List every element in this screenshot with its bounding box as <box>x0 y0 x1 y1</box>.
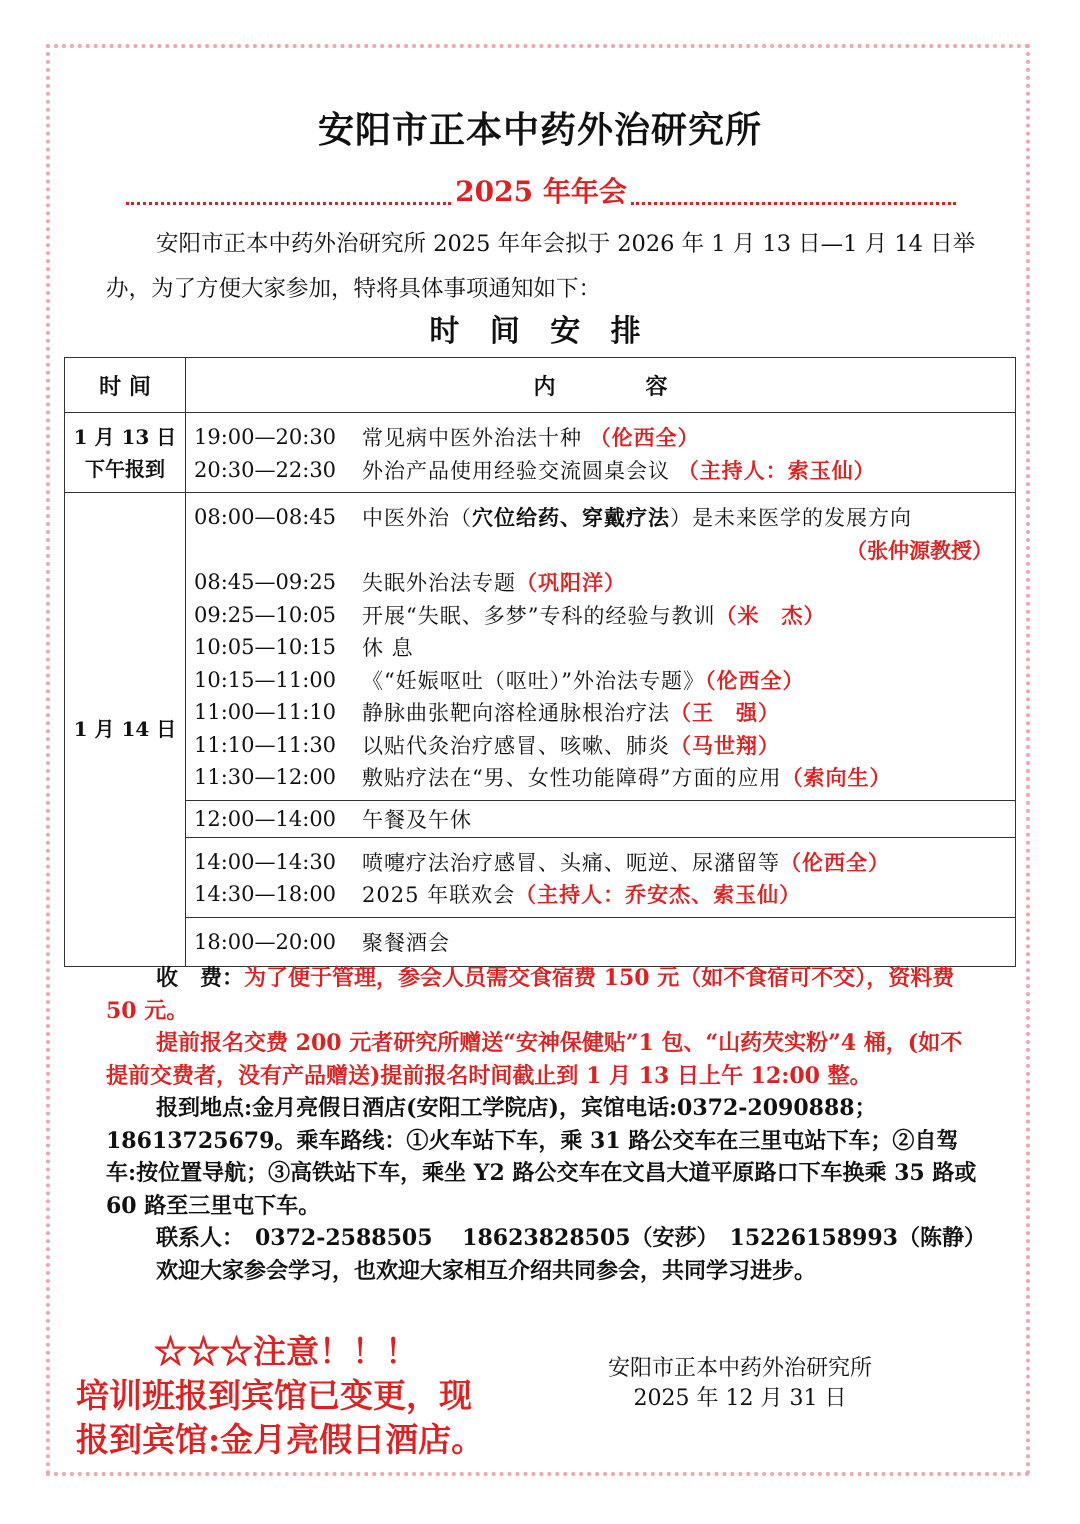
dotted-rule-right <box>631 176 956 205</box>
item-content <box>362 879 1015 909</box>
schedule-item <box>194 802 1015 835</box>
table-row-day1 <box>65 413 1016 493</box>
item-text: 《“妊娠呕吐（呕吐）”外治法专题》 <box>362 668 705 693</box>
item-time: 08:45—09:25 <box>194 570 337 595</box>
schedule-cell-day1 <box>186 413 1016 493</box>
item-time: 20:30—22:30 <box>194 457 337 482</box>
schedule-item <box>194 501 1015 534</box>
item-content <box>362 502 1015 532</box>
schedule-item <box>194 454 1015 487</box>
item-content <box>362 422 1015 452</box>
schedule-item <box>194 761 1015 794</box>
item-time: 11:10—11:30 <box>194 732 337 757</box>
item-time: 12:00—14:00 <box>194 806 337 831</box>
schedule-item <box>194 925 1015 958</box>
item-time: 11:30—12:00 <box>194 765 337 790</box>
schedule-cell-day2-morning <box>186 493 1016 801</box>
item-text: 失眠外治法专题 <box>362 571 516 596</box>
item-text: 中医外治（ <box>362 506 472 531</box>
item-time: 14:30—18:00 <box>194 882 337 907</box>
notes-section <box>106 962 986 1287</box>
item-time: 14:00—14:30 <box>194 849 337 874</box>
item-time: 11:00—11:10 <box>194 700 337 725</box>
item-speaker: （王 强） <box>670 700 780 726</box>
item-speaker: （主持人：索玉仙） <box>677 457 876 483</box>
item-time: 09:25—10:05 <box>194 602 337 627</box>
signature-date: 2025 年 12 月 31 日 <box>633 1386 847 1411</box>
item-text: 休 息 <box>362 636 414 661</box>
item-content <box>362 665 1015 695</box>
schedule-item <box>194 878 1015 911</box>
intro-paragraph: 安阳市正本中药外治研究所 2025 年年会拟于 2026 年 1 月 13 日—1 月 14 日举办，为了方便大家参加，特将具体事项通知如下： <box>106 231 976 302</box>
table-row-day2-dinner <box>65 917 1016 966</box>
date-day1-note: 下午报到 <box>85 456 165 481</box>
item-speaker: （伦西全） <box>780 849 890 875</box>
warning-heading: ☆☆☆注意！！！ <box>154 1332 418 1371</box>
item-time: 19:00—20:30 <box>194 425 337 450</box>
item-text: 聚餐酒会 <box>362 930 450 955</box>
item-text: 以贴代灸治疗感冒、咳嗽、肺炎 <box>362 733 670 758</box>
item-speaker: （马世翔） <box>670 732 780 758</box>
item-text: 外治产品使用经验交流圆桌会议 <box>362 458 678 483</box>
item-content <box>362 730 1015 760</box>
contact-note: 联系人： 0372-2588505 18623828505（安莎） 15226158993（陈静） <box>156 1225 986 1251</box>
schedule-cell-lunch <box>186 800 1016 837</box>
date-day2: 1 月 14 日 <box>73 717 177 742</box>
subtitle-row <box>126 170 956 210</box>
schedule-item <box>194 599 1015 632</box>
item-speaker: （张仲源教授） <box>846 537 993 563</box>
table-header-row <box>65 358 1016 413</box>
item-speaker: （米 杰） <box>715 602 826 628</box>
location-note: 报到地点:金月亮假日酒店(安阳工学院店)，宾馆电话:0372-2090888；18613725679。乘车路线：①火车站下车，乘 31 路公交车在三里屯站下车；②自驾车:按位置导航；③高铁站下车，乘坐 Y2 路公交车在文昌大道平原路口下车换乘 35 路或 60 路至三里屯下车。 <box>106 1095 977 1219</box>
fee-text: 为了便于管理，参会人员需交食宿费 150 元（如不食宿可不交），资料费 50 元。 <box>106 965 955 1024</box>
subtitle: 2025 年年会 <box>455 175 627 208</box>
schedule-cell-dinner <box>186 917 1016 966</box>
item-content <box>362 762 1015 792</box>
item-content <box>362 567 1015 597</box>
item-text: 敷贴疗法在“男、女性功能障碍”方面的应用 <box>362 766 782 791</box>
header-time: 时 间 <box>65 358 186 413</box>
schedule-item <box>194 696 1015 729</box>
date-cell-day1 <box>65 413 186 493</box>
table-row-day2-lunch <box>65 800 1016 837</box>
schedule-item <box>194 631 1015 664</box>
warning-line: 培训班报到宾馆已变更，现 <box>76 1376 472 1415</box>
item-text: 2025 年联欢会 <box>362 883 516 908</box>
header-content: 内容 <box>186 358 1016 413</box>
item-time: 08:00—08:45 <box>194 505 337 530</box>
item-text-bold: 穴位给药、穿戴疗法 <box>472 505 670 531</box>
item-content <box>362 600 1015 630</box>
item-speaker: （伦西全） <box>704 667 805 693</box>
schedule-cell-afternoon <box>186 837 1016 917</box>
schedule-item <box>194 846 1015 879</box>
item-speaker: （伦西全） <box>589 425 700 451</box>
table-row-day2-afternoon <box>65 837 1016 917</box>
schedule-item <box>194 566 1015 599</box>
fee-note <box>106 962 981 1027</box>
item-speaker: （索向生） <box>781 765 892 791</box>
schedule-item <box>194 729 1015 762</box>
schedule-item-speaker-line <box>194 534 1015 567</box>
warning-line: 报到宾馆:金月亮假日酒店。 <box>76 1420 485 1459</box>
item-text: 静脉曲张靶向溶栓通脉根治疗法 <box>362 701 670 726</box>
schedule-item <box>194 421 1015 454</box>
date-cell-day2 <box>65 493 186 967</box>
dotted-rule-left <box>126 176 451 205</box>
signature-block <box>560 1354 920 1414</box>
item-text: ）是未来医学的发展方向 <box>670 506 912 531</box>
schedule-item <box>194 664 1015 697</box>
welcome-note: 欢迎大家参会学习，也欢迎大家相互介绍共同参会，共同学习进步。 <box>156 1257 817 1284</box>
table-row-day2-morning <box>65 493 1016 801</box>
early-registration-note: 提前报名交费 200 元者研究所赠送“安神保健贴”1 包、“山药芡实粉”4 桶，(如不提前交费者，没有产品赠送)提前报名时间截止到 1 月 13 日上午 12:00 整。 <box>106 1030 963 1089</box>
schedule-table <box>64 357 1016 967</box>
item-content <box>362 847 1015 877</box>
item-content <box>362 455 1015 485</box>
section-title: 时 间 安 排 <box>429 314 651 349</box>
item-content <box>362 632 1015 662</box>
date-day1: 1 月 13 日 <box>73 424 177 449</box>
document-title: 安阳市正本中药外治研究所 <box>317 109 762 151</box>
item-speaker: （主持人：乔安杰、索玉仙） <box>515 882 802 908</box>
fee-label: 收 费： <box>156 965 245 991</box>
item-time: 18:00—20:00 <box>194 929 337 954</box>
item-speaker: （巩阳洋） <box>516 570 626 596</box>
item-content <box>362 697 1015 727</box>
item-text: 常见病中医外治法十种 <box>362 426 590 451</box>
warning-notice <box>76 1330 596 1462</box>
item-text: 午餐及午休 <box>362 807 472 832</box>
item-text: 喷嚏疗法治疗感冒、头痛、呃逆、尿潴留等 <box>362 850 780 875</box>
signature-org: 安阳市正本中药外治研究所 <box>607 1356 872 1381</box>
item-time: 10:15—11:00 <box>194 667 337 692</box>
item-time: 10:05—10:15 <box>194 635 337 660</box>
item-text: 开展“失眠、多梦”专科的经验与教训 <box>362 603 716 628</box>
